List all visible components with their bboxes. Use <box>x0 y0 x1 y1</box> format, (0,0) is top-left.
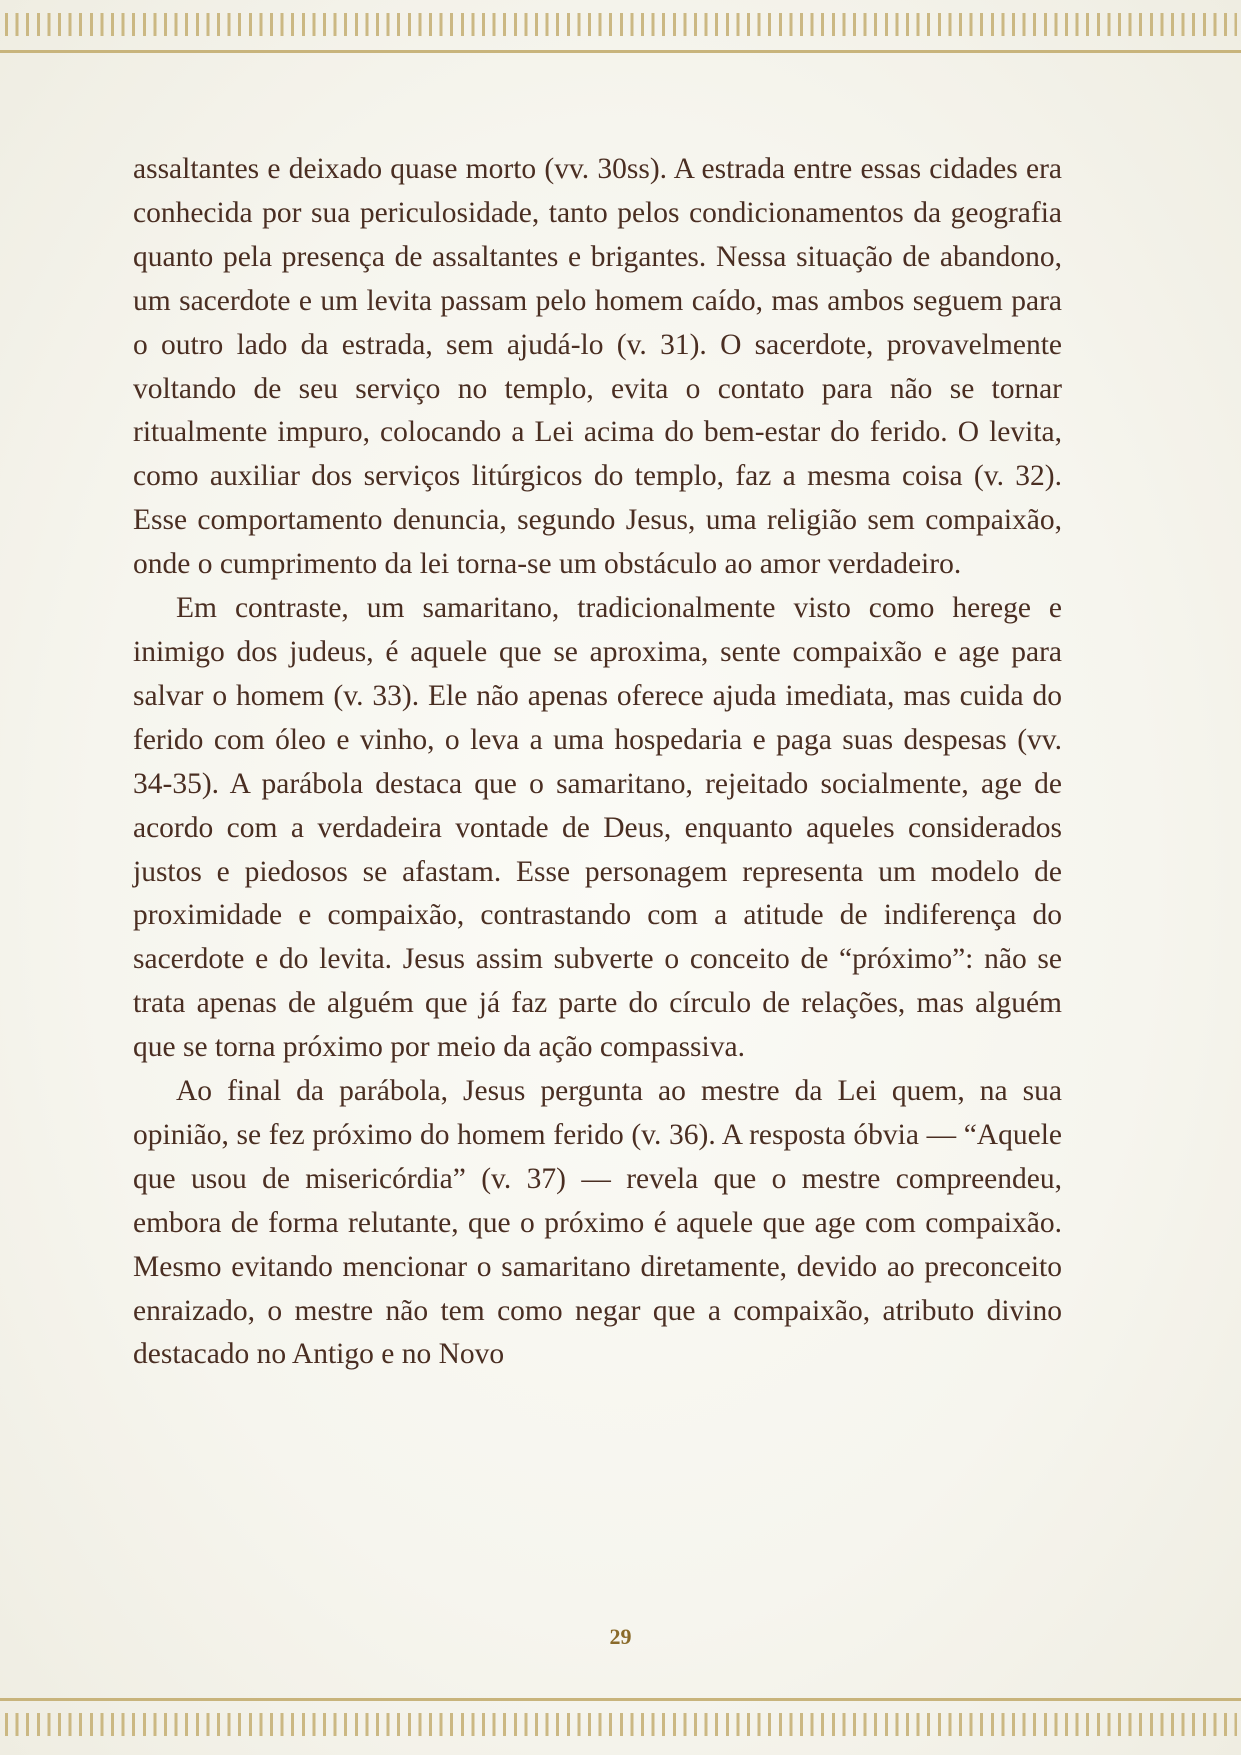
page-number: 29 <box>609 1624 632 1649</box>
header-rule <box>0 50 1241 53</box>
header-stripe-ornament <box>5 13 1237 36</box>
body-text <box>133 148 1062 1377</box>
footer-rule <box>0 1698 1241 1701</box>
paragraph-1: assaltantes e deixado quase morto (vv. 30ss). A estrada entre essas cidades era conhecida por sua periculosidade, tanto pelos condicionamentos da geografia quanto pela presença de assaltantes e brigantes. Nessa situação de abandono, um sacerdote e um levita passam pelo homem caído, mas ambos seguem para o outro lado da estrada, sem ajudá-lo (v. 31). O sacerdote, provavelmente voltando de seu serviço no templo, evita o contato para não se tornar ritualmente impuro, colocando a Lei acima do bem-estar do ferido. O levita, como auxiliar dos serviços litúrgicos do templo, faz a mesma coisa (v. 32). Esse comportamento denuncia, segundo Jesus, uma religião sem compaixão, onde o cumprimento da lei torna-se um obstáculo ao amor verdadeiro. <box>133 153 1062 581</box>
paragraph-2: Em contraste, um samaritano, tradicionalmente visto como herege e inimigo dos judeus, é aquele que se aproxima, sente compaixão e age para salvar o homem (v. 33). Ele não apenas oferece ajuda imediata, mas cuida do ferido com óleo e vinho, o leva a uma hospedaria e paga suas despesas (vv. 34-35). A parábola destaca que o samaritano, rejeitado socialmente, age de acordo com a verdadeira vontade de Deus, enquanto aqueles considerados justos e piedosos se afastam. Esse personagem representa um modelo de proximidade e compaixão, contrastando com a atitude de indiferença do sacerdote e do levita. Jesus assim subverte o conceito de “próximo”: não se trata apenas de alguém que já faz parte do círculo de relações, mas alguém que se torna próximo por meio da ação compassiva. <box>133 592 1062 1064</box>
footer-stripe-ornament <box>5 1713 1237 1736</box>
paragraph-3: Ao final da parábola, Jesus pergunta ao mestre da Lei quem, na sua opinião, se fez próximo do homem ferido (v. 36). A resposta óbvia — “Aquele que usou de misericórdia” (v. 37) — revela que o mestre compreendeu, embora de forma relutante, que o próximo é aquele que age com compaixão. Mesmo evitando mencionar o samaritano diretamente, devido ao preconceito enraizado, o mestre não tem como negar que a compaixão, atributo divino destacado no Antigo e no Novo <box>133 1075 1062 1371</box>
